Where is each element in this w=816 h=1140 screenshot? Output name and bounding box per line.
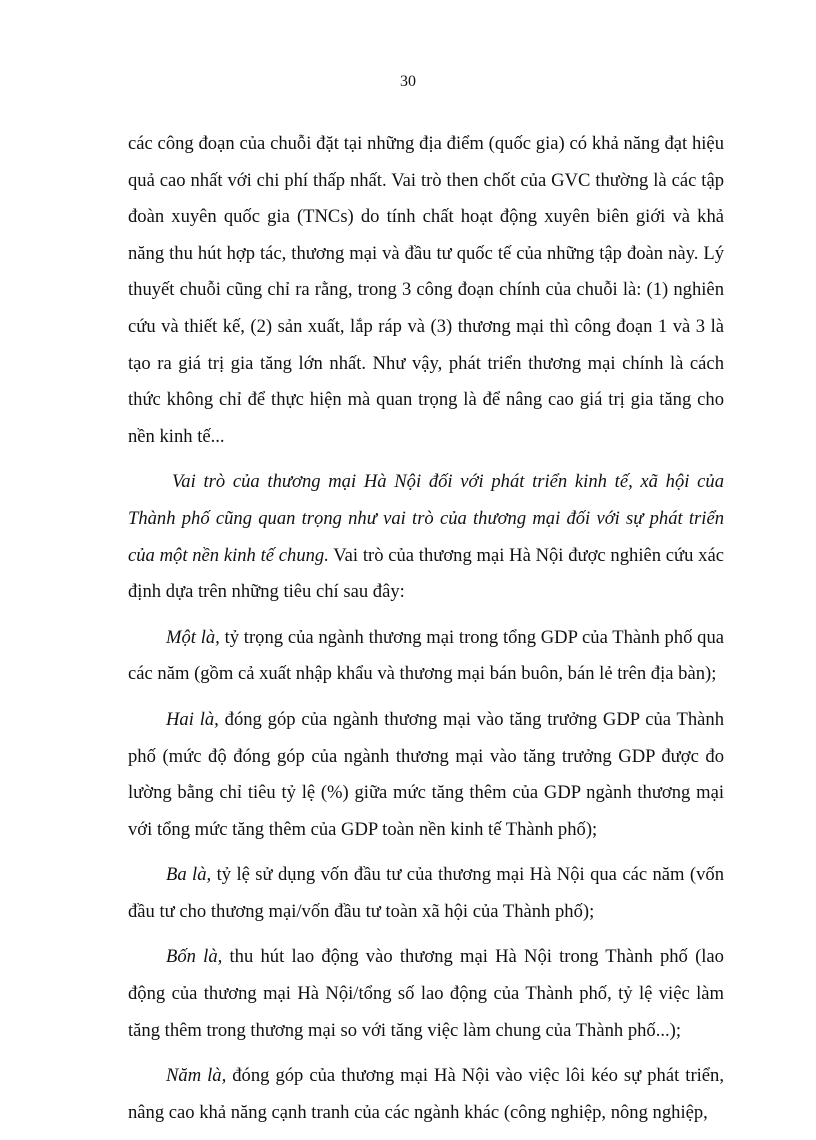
criterion-label: Ba là, <box>166 864 212 886</box>
criterion-text: thu hút lao động vào thương mại Hà Nội trong Thành phố (lao động của thương mại Hà Nội/tổng số lao động của Thành phố, tỷ lệ việc làm tăng thêm trong thương mại so với tăng việc làm chung của Thành phố...); <box>128 946 724 1041</box>
paragraph-italic-lead: Vai trò của thương mại Hà Nội đối với phát triển kinh tế, xã hội của Thành phố cũng quan trọng như vai trò của thương mại đối với sự phát triển của một nền kinh tế chung. <box>128 471 724 566</box>
criterion-one <box>128 620 724 693</box>
criterion-three <box>128 857 724 930</box>
paragraph-gvc-chain: các công đoạn của chuỗi đặt tại những địa điểm (quốc gia) có khả năng đạt hiệu quả cao nhất với chi phí thấp nhất. Vai trò then chốt của GVC thường là các tập đoàn xuyên quốc gia (TNCs) do tính chất hoạt động xuyên biên giới và khả năng thu hút hợp tác, thương mại và đầu tư quốc tế của những tập đoàn này. Lý thuyết chuỗi cũng chỉ ra rằng, trong 3 công đoạn chính của chuỗi là: (1) nghiên cứu và thiết kế, (2) sản xuất, lắp ráp và (3) thương mại thì công đoạn 1 và 3 là tạo ra giá trị gia tăng lớn nhất. Như vậy, phát triển thương mại chính là cách thức không chỉ để thực hiện mà quan trọng là để nâng cao giá trị gia tăng cho nền kinh tế... <box>128 133 724 447</box>
criterion-five <box>128 1058 724 1131</box>
criterion-four <box>128 939 724 1049</box>
criterion-text: tỷ trọng của ngành thương mại trong tổng GDP của Thành phố qua các năm (gồm cả xuất nhập khẩu và thương mại bán buôn, bán lẻ trên địa bàn); <box>128 626 724 685</box>
criterion-label: Một là, <box>166 626 220 648</box>
criterion-text: tỷ lệ sử dụng vốn đầu tư của thương mại Hà Nội qua các năm (vốn đầu tư cho thương mại/vốn đầu tư toàn xã hội của Thành phố); <box>128 864 724 922</box>
criterion-label: Năm là, <box>166 1065 227 1087</box>
page-number: 30 <box>400 73 416 90</box>
document-body <box>128 126 724 1140</box>
criterion-label: Bốn là, <box>166 946 223 968</box>
criterion-two <box>128 702 724 848</box>
criterion-text: đóng góp của ngành thương mại vào tăng trưởng GDP của Thành phố (mức độ đóng góp của ngành thương mại vào tăng trưởng GDP được đo lường bằng chỉ tiêu tỷ lệ (%) giữa mức tăng thêm của GDP ngành thương mại với tổng mức tăng thêm của GDP toàn nền kinh tế Thành phố); <box>128 708 724 840</box>
paragraph-role-of-hanoi-trade <box>128 464 724 610</box>
criterion-label: Hai là, <box>166 708 219 730</box>
paragraph-text: Vai trò của thương mại Hà Nội được nghiên cứu xác định dựa trên những tiêu chí sau đây: <box>128 544 724 603</box>
criterion-text: đóng góp của thương mại Hà Nội vào việc lôi kéo sự phát triển, nâng cao khả năng cạnh tranh của các ngành khác (công nghiệp, nông nghiệp, <box>128 1065 724 1123</box>
